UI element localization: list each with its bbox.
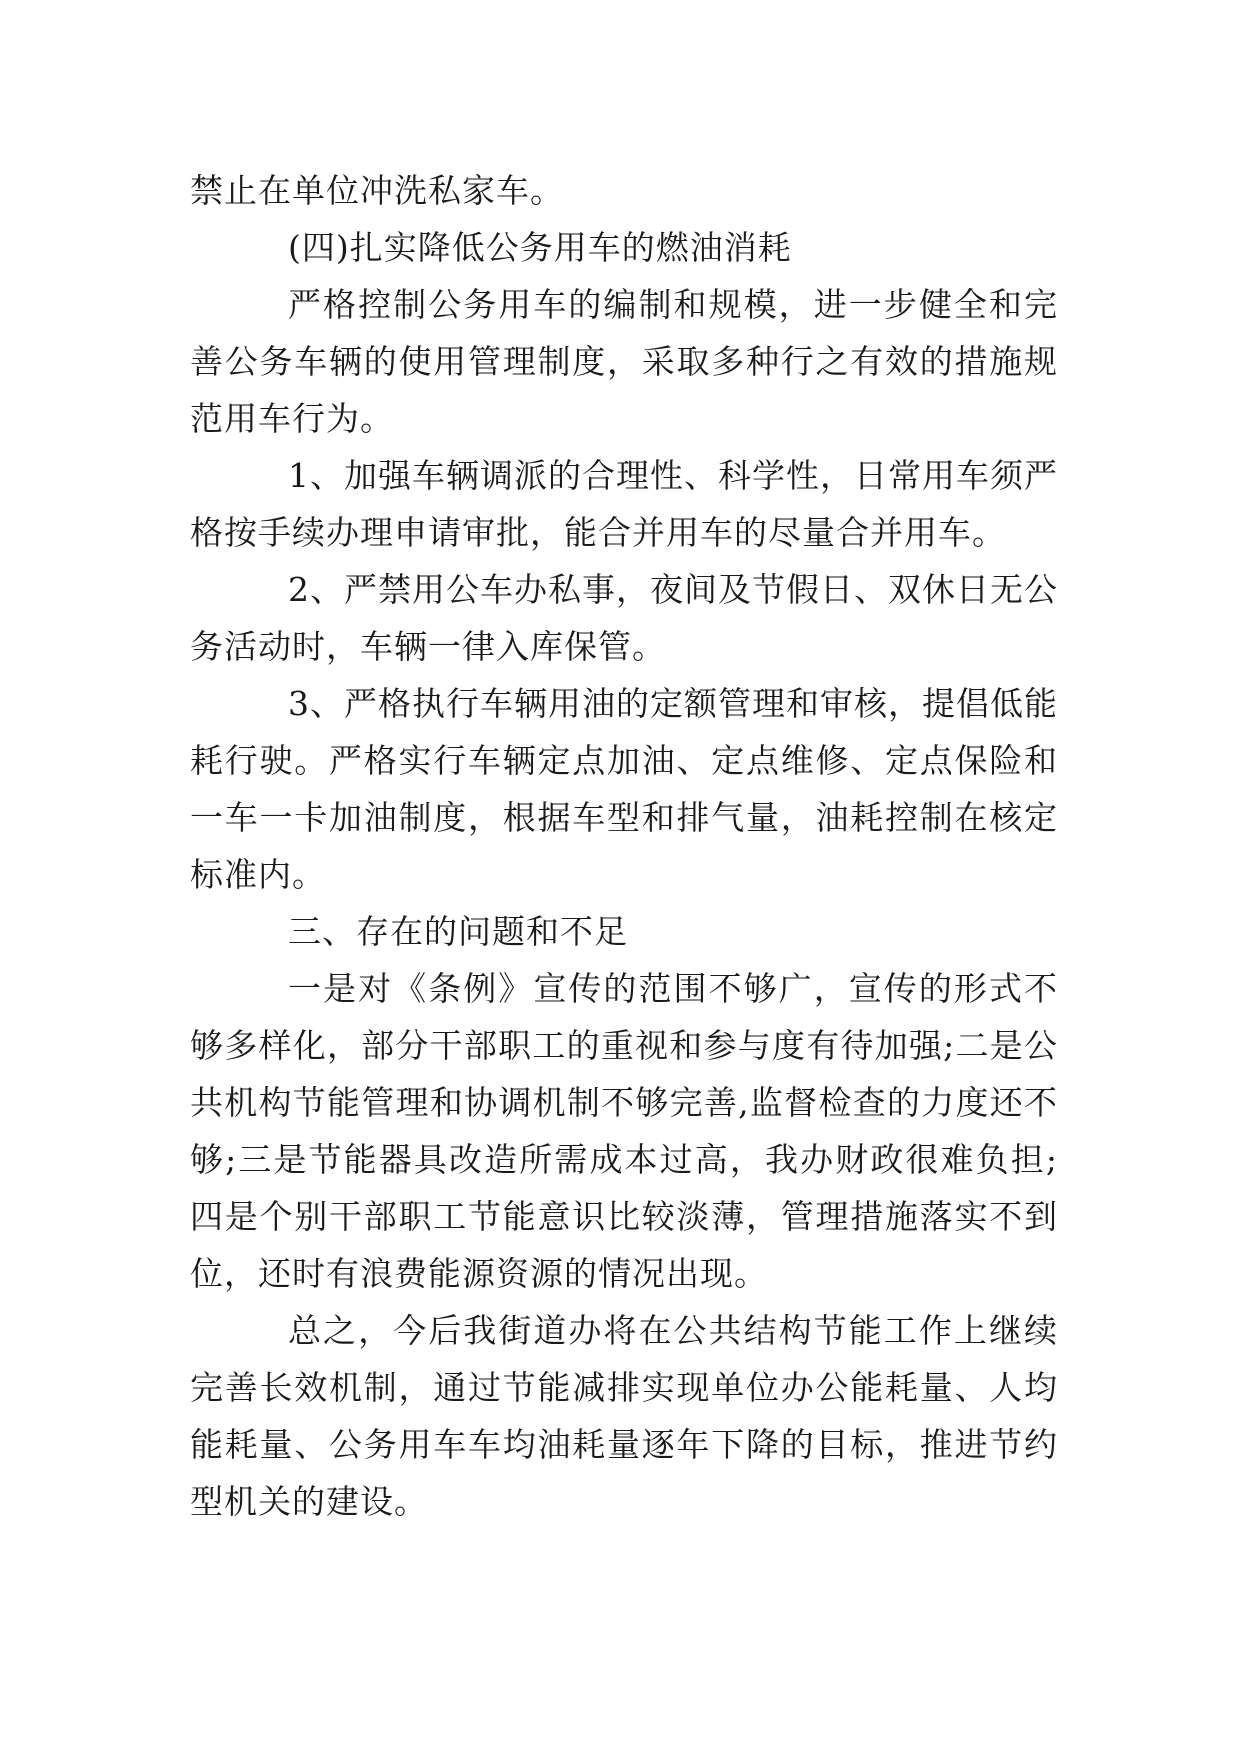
paragraph-continuation: 禁止在单位冲洗私家车。 (190, 171, 564, 210)
list-item-3: 3、严格执行车辆用油的定额管理和审核，提倡低能耗行驶。严格实行车辆定点加油、定点维修、定点保险和一车一卡加油制度，根据车型和排气量，油耗控制在核定标准内。 (190, 684, 1058, 894)
paragraph-conclusion: 总之，今后我街道办将在公共结构节能工作上继续完善长效机制，通过节能减排实现单位办公能耗量、人均能耗量、公务用车车均油耗量逐年下降的目标，推进节约型机关的建设。 (190, 1311, 1058, 1521)
paragraph-problems: 一是对《条例》宣传的范围不够广，宣传的形式不够多样化，部分干部职工的重视和参与度有待加强;二是公共机构节能管理和协调机制不够完善,监督检查的力度还不够;三是节能器具改造所需成本过高，我办财政很难负担;四是个别干部职工节能意识比较淡薄，管理措施落实不到位，还时有浪费能源资源的情况出现。 (190, 969, 1058, 1293)
paragraph-vehicle-control: 严格控制公务用车的编制和规模，进一步健全和完善公务车辆的使用管理制度，采取多种行之有效的措施规范用车行为。 (190, 285, 1058, 438)
document-body (190, 162, 1058, 1530)
list-item-2: 2、严禁用公车办私事，夜间及节假日、双休日无公务活动时，车辆一律入库保管。 (190, 570, 1058, 666)
section-heading-four: (四)扎实降低公务用车的燃油消耗 (288, 228, 792, 267)
section-heading-three: 三、存在的问题和不足 (288, 912, 628, 951)
list-item-1: 1、加强车辆调派的合理性、科学性，日常用车须严格按手续办理申请审批，能合并用车的尽量合并用车。 (190, 456, 1058, 552)
